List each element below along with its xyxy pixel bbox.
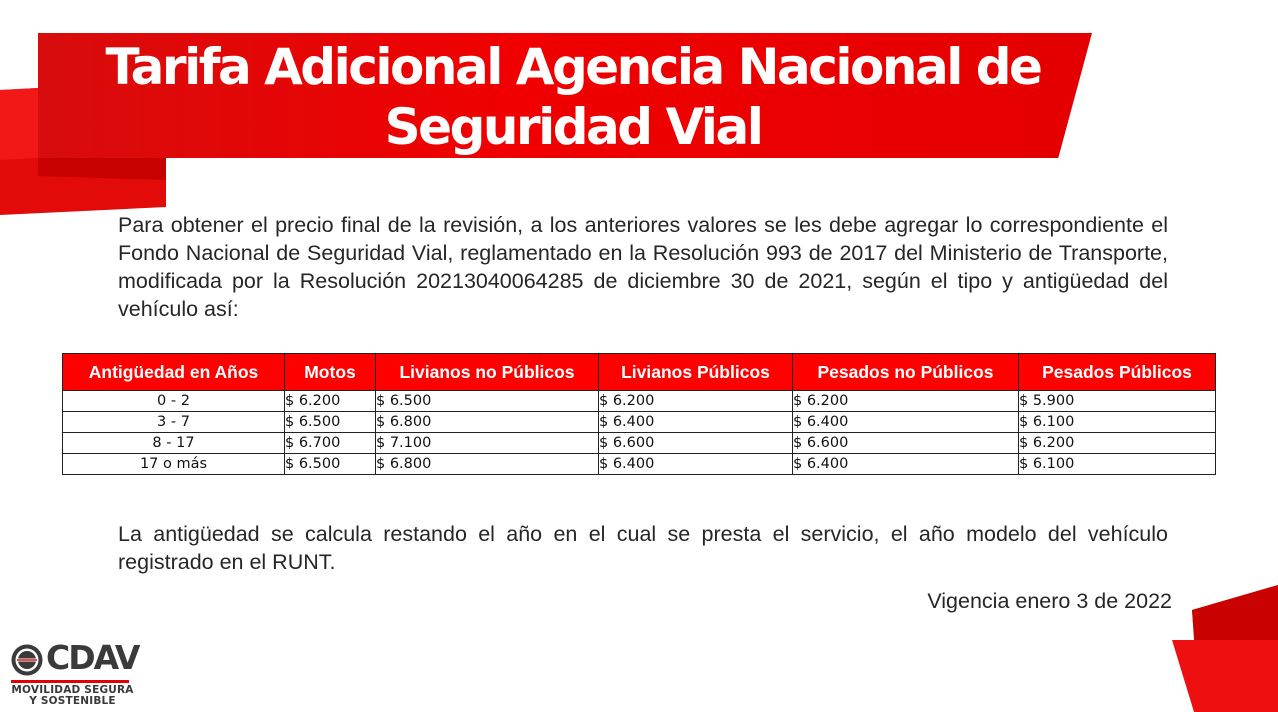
table-row: [63, 412, 1216, 433]
table-row: [63, 454, 1216, 475]
note-paragraph: La antigüedad se calcula restando el año en el cual se presta el servicio, el año modelo del vehículo registrado en el RUNT.: [118, 522, 1168, 574]
header-livianos-publicos: Livianos Públicos: [599, 354, 793, 391]
cdav-logo: [10, 638, 139, 707]
logo-divider: [11, 680, 129, 683]
cell-pesados-no-publicos: $ 6.400: [793, 412, 1019, 433]
title-line-2: Seguridad Vial: [384, 98, 762, 156]
cell-pesados-no-publicos: $ 6.200: [793, 391, 1019, 412]
cell-livianos-publicos: $ 6.400: [599, 454, 793, 475]
cell-pesados-no-publicos: $ 6.600: [793, 433, 1019, 454]
slide-title: [38, 36, 1108, 158]
header-livianos-no-publicos: Livianos no Públicos: [376, 354, 599, 391]
cell-livianos-no-publicos: $ 6.500: [376, 391, 599, 412]
cell-livianos-publicos: $ 6.600: [599, 433, 793, 454]
tariff-table: [62, 353, 1216, 475]
cell-pesados-publicos: $ 5.900: [1019, 391, 1216, 412]
cell-motos: $ 6.500: [285, 454, 376, 475]
header-pesados-no-publicos: Pesados no Públicos: [793, 354, 1019, 391]
header-pesados-publicos: Pesados Públicos: [1019, 354, 1216, 391]
intro-paragraph: Para obtener el precio final de la revisión, a los anteriores valores se les debe agregar lo correspondiente el Fondo Nacional de Seguridad Vial, reglamentado en la Resolución 993 de 2017 del Ministerio de Transporte, modificada por la Resolución 20213040064285 de diciembre 30 de 2021, según el tipo y antigüedad del vehículo así:: [118, 213, 1168, 321]
header-motos: Motos: [285, 354, 376, 391]
title-line-1: Tarifa Adicional Agencia Nacional de: [105, 38, 1041, 96]
cell-livianos-publicos: $ 6.200: [599, 391, 793, 412]
cell-livianos-no-publicos: $ 7.100: [376, 433, 599, 454]
logo-tagline-2: Y SOSTENIBLE: [29, 695, 116, 707]
table-header-row: [63, 354, 1216, 391]
cell-livianos-no-publicos: $ 6.800: [376, 412, 599, 433]
cell-pesados-publicos: $ 6.100: [1019, 412, 1216, 433]
logo-wordmark: CDAV: [46, 638, 139, 677]
cell-age: 8 - 17: [63, 433, 285, 454]
cell-livianos-publicos: $ 6.400: [599, 412, 793, 433]
cell-pesados-no-publicos: $ 6.400: [793, 454, 1019, 475]
table-row: [63, 391, 1216, 412]
table-row: [63, 433, 1216, 454]
cell-pesados-publicos: $ 6.200: [1019, 433, 1216, 454]
cell-livianos-no-publicos: $ 6.800: [376, 454, 599, 475]
bottom-right-ribbon-decoration: [1170, 585, 1278, 712]
logo-tagline-1: MOVILIDAD SEGURA: [11, 684, 134, 696]
validity-date: Vigencia enero 3 de 2022: [927, 589, 1172, 613]
cell-pesados-publicos: $ 6.100: [1019, 454, 1216, 475]
cell-motos: $ 6.500: [285, 412, 376, 433]
header-antiguedad: Antigüedad en Años: [63, 354, 285, 391]
cell-age: 3 - 7: [63, 412, 285, 433]
cdav-emblem-icon: [10, 643, 44, 677]
cell-age: 17 o más: [63, 454, 285, 475]
cell-motos: $ 6.200: [285, 391, 376, 412]
cell-motos: $ 6.700: [285, 433, 376, 454]
cell-age: 0 - 2: [63, 391, 285, 412]
